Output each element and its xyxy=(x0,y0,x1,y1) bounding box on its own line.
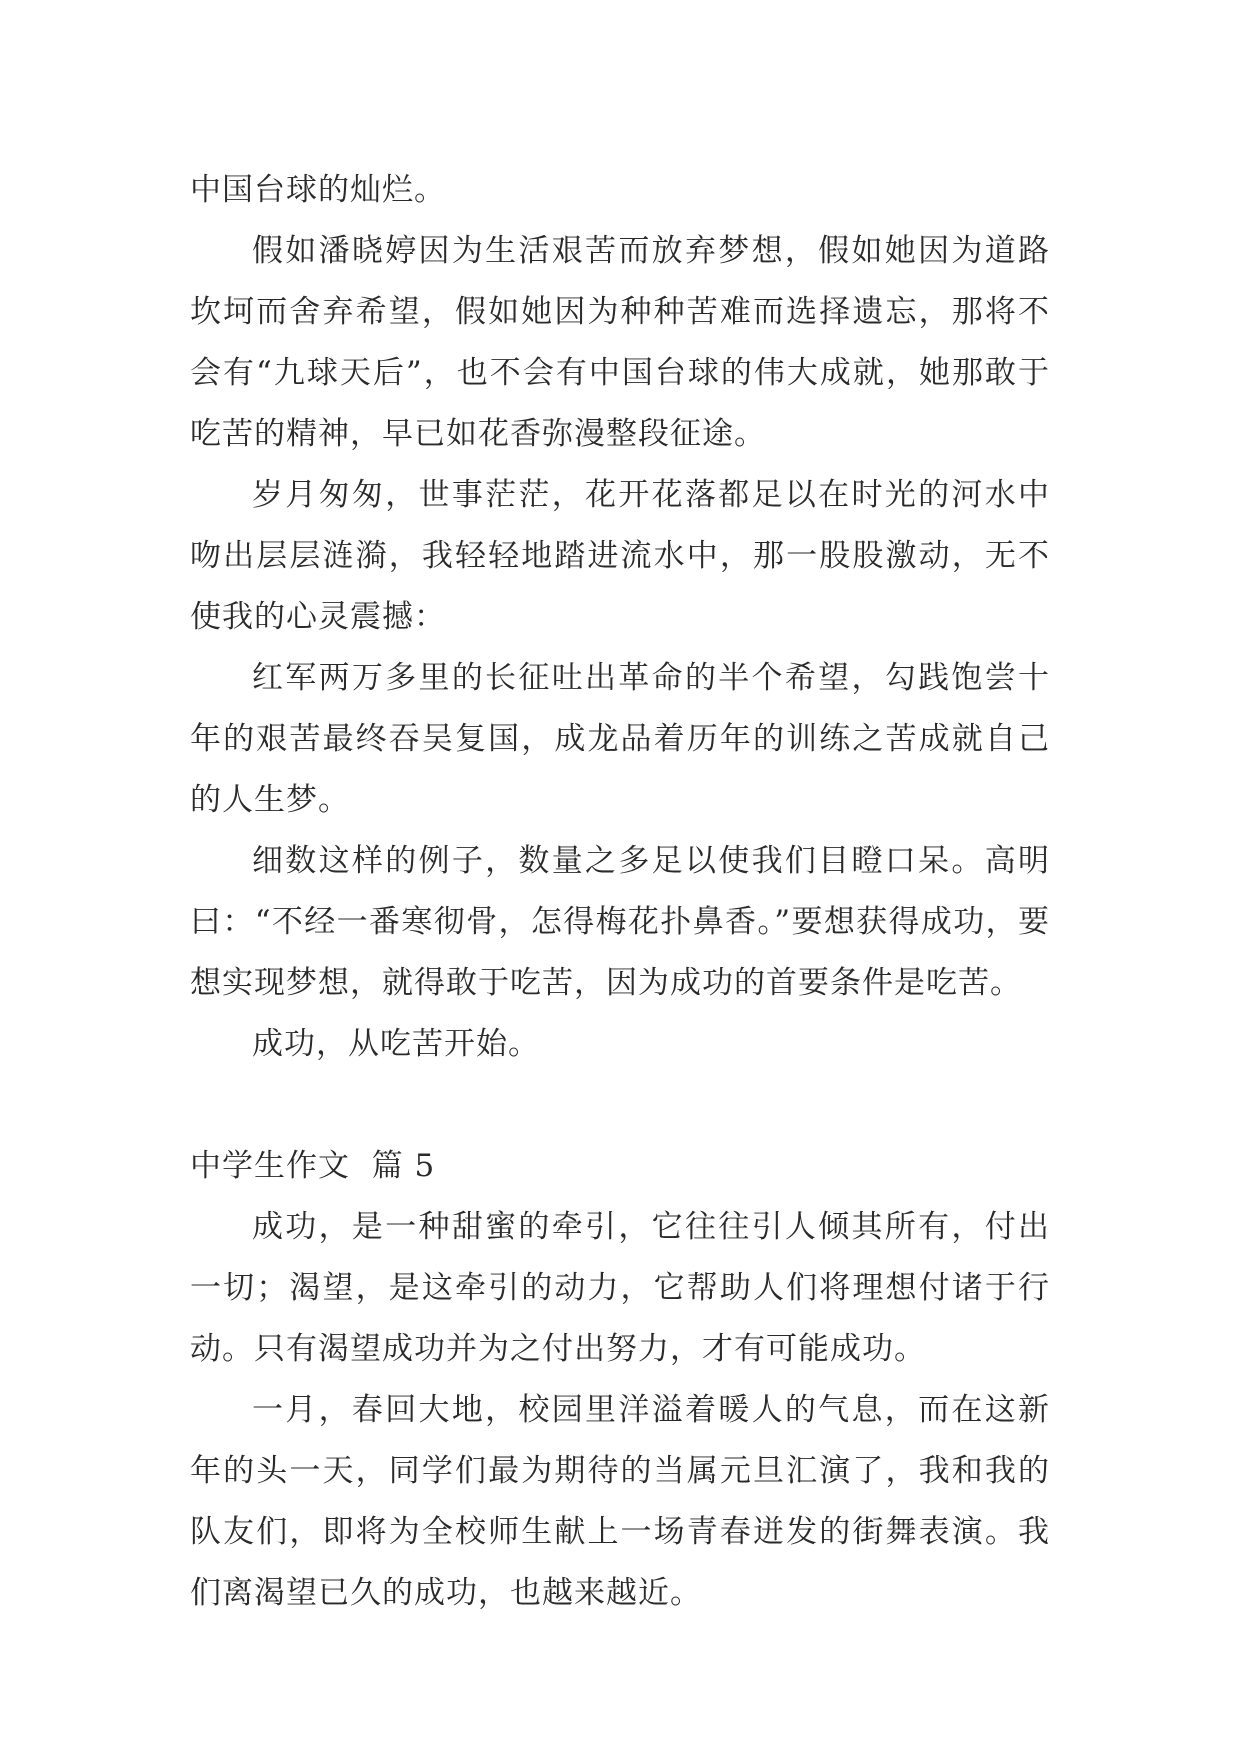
paragraph: 成功，从吃苦开始。 xyxy=(252,1026,540,1062)
paragraph: 细数这样的例子，数量之多足以使我们目瞪口呆。高明曰：“不经一番寒彻骨，怎得梅花扑鼻香。”要想获得成功，要想实现梦想，就得敢于吃苦，因为成功的首要条件是吃苦。 xyxy=(190,843,1050,1001)
paragraph: 成功，是一种甜蜜的牵引，它往往引人倾其所有，付出一切；渴望，是这牵引的动力，它帮助人们将理想付诸于行动。只有渴望成功并为之付出努力，才有可能成功。 xyxy=(190,1209,1050,1367)
section-heading: 中学生作文 篇 5 xyxy=(190,1148,436,1184)
document-body xyxy=(190,160,1050,1624)
paragraph-continuation: 中国台球的灿烂。 xyxy=(190,172,446,208)
paragraph: 一月，春回大地，校园里洋溢着暖人的气息，而在这新年的头一天，同学们最为期待的当属元旦汇演了，我和我的队友们，即将为全校师生献上一场青春迸发的街舞表演。我们离渴望已久的成功，也越来越近。 xyxy=(190,1392,1050,1611)
paragraph: 红军两万多里的长征吐出革命的半个希望，勾践饱尝十年的艰苦最终吞吴复国，成龙品着历年的训练之苦成就自己的人生梦。 xyxy=(190,660,1050,818)
paragraph: 岁月匆匆，世事茫茫，花开花落都足以在时光的河水中吻出层层涟漪，我轻轻地踏进流水中，那一股股激动，无不使我的心灵震撼： xyxy=(190,477,1050,635)
paragraph: 假如潘晓婷因为生活艰苦而放弃梦想，假如她因为道路坎坷而舍弃希望，假如她因为种种苦难而选择遗忘，那将不会有“九球天后”，也不会有中国台球的伟大成就，她那敢于吃苦的精神，早已如花香弥漫整段征途。 xyxy=(190,233,1050,452)
